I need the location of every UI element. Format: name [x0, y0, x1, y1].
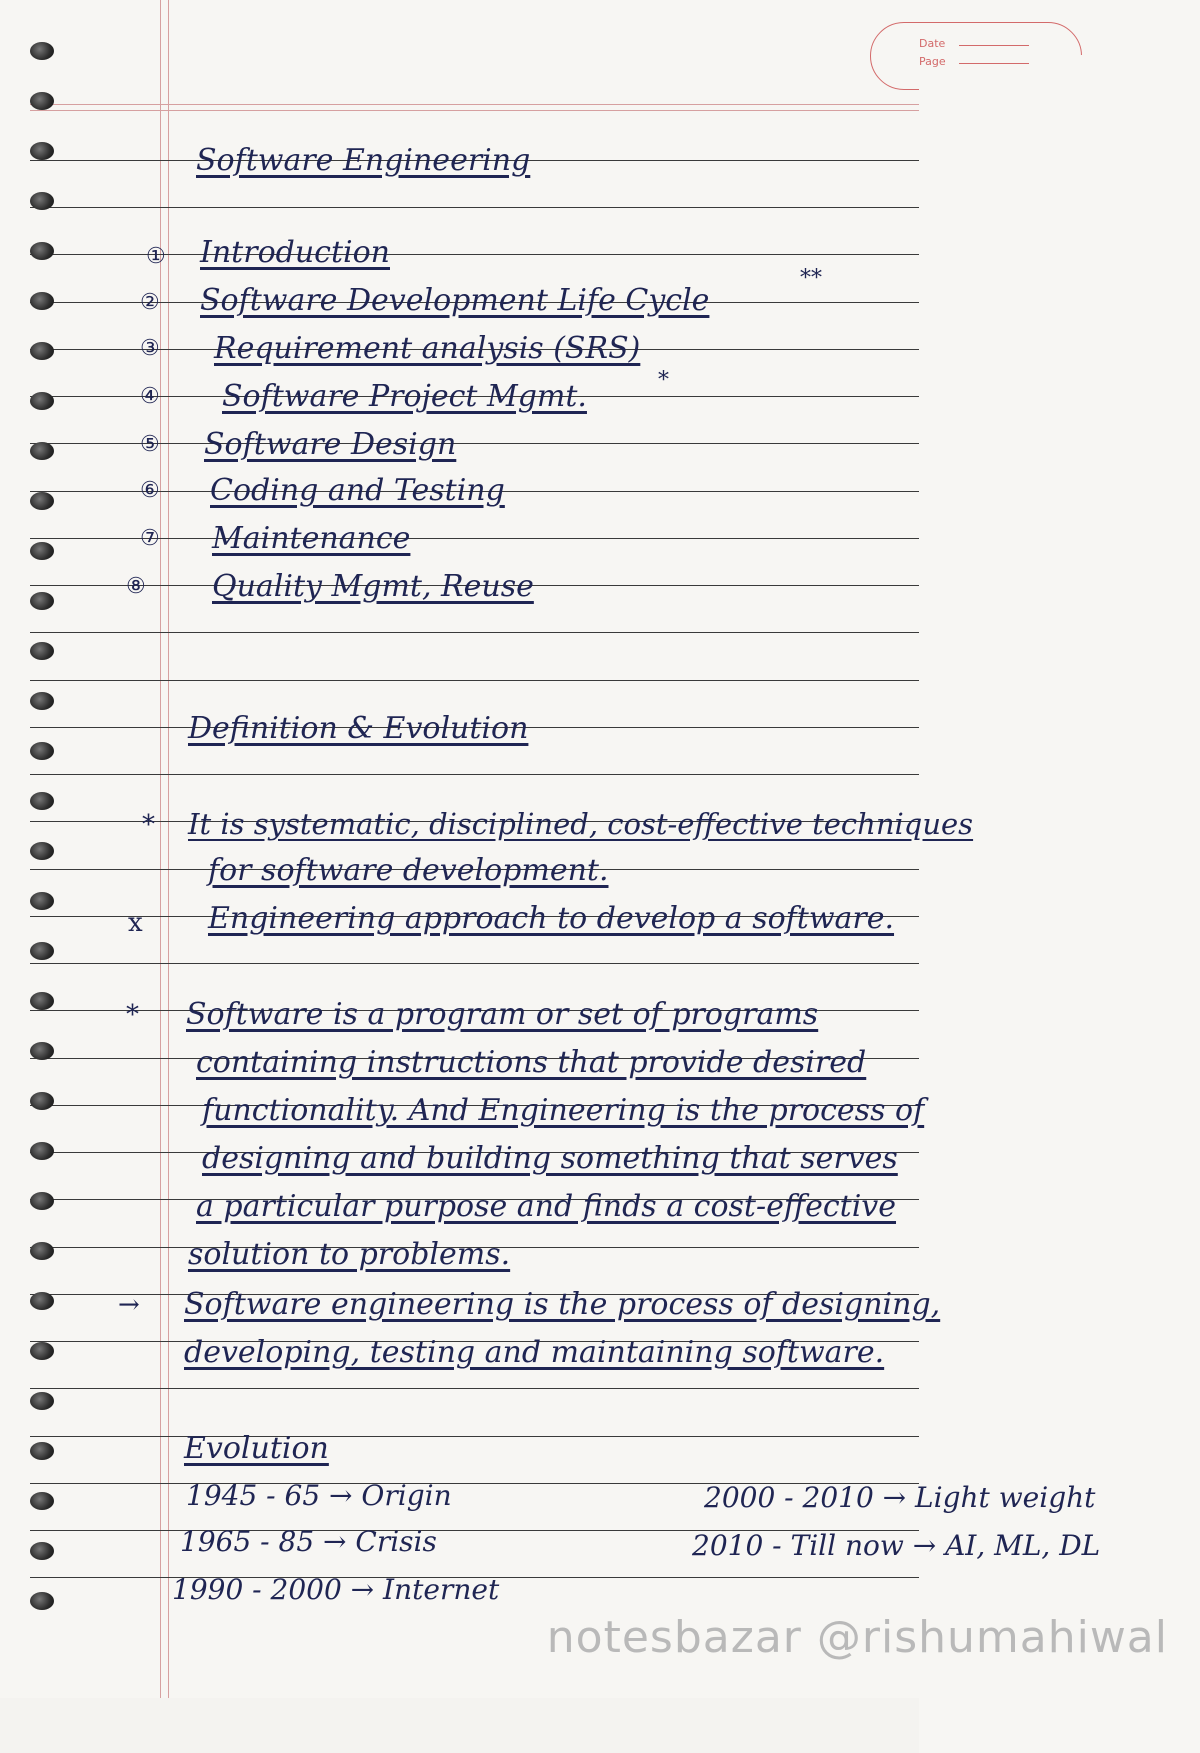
spiral-hole	[30, 692, 54, 710]
evolution-heading: Evolution	[184, 1431, 329, 1466]
toc-star-mark: **	[800, 266, 822, 291]
spiral-hole	[30, 1342, 54, 1360]
spiral-hole	[30, 242, 54, 260]
spiral-hole	[30, 1492, 54, 1510]
spiral-hole	[30, 1592, 54, 1610]
spiral-hole	[30, 1142, 54, 1160]
section-heading: Definition & Evolution	[188, 711, 529, 746]
toc-number: ③	[140, 336, 160, 361]
spiral-hole	[30, 542, 54, 560]
toc-item: Requirement analysis (SRS)	[214, 331, 641, 366]
evolution-item: 2000 - 2010 → Light weight	[704, 1481, 1096, 1514]
spiral-hole	[30, 842, 54, 860]
toc-number: ①	[146, 244, 166, 269]
spiral-hole	[30, 742, 54, 760]
spiral-hole	[30, 392, 54, 410]
bullet-marker: *	[142, 810, 155, 840]
spiral-hole	[30, 992, 54, 1010]
spiral-hole	[30, 1192, 54, 1210]
date-page-stamp	[870, 22, 1082, 90]
spiral-hole	[30, 1542, 54, 1560]
spiral-hole	[30, 42, 54, 60]
spiral-hole	[30, 1442, 54, 1460]
toc-item: Maintenance	[212, 521, 411, 556]
toc-number: ⑥	[140, 478, 160, 503]
definition-text: solution to problems.	[188, 1237, 511, 1272]
definition-text: a particular purpose and finds a cost-effective	[196, 1189, 897, 1224]
page-line	[959, 63, 1029, 64]
spiral-hole	[30, 142, 54, 160]
definition-text: for software development.	[208, 853, 609, 888]
definition-text: It is systematic, disciplined, cost-effective techniques	[188, 807, 974, 841]
bullet-marker: *	[126, 1000, 139, 1030]
spiral-hole	[30, 292, 54, 310]
definition-text: developing, testing and maintaining software.	[184, 1335, 885, 1370]
toc-item: Introduction	[200, 235, 390, 270]
watermark: notesbazar @rishumahiwal	[546, 1612, 1168, 1663]
spiral-hole	[30, 92, 54, 110]
spiral-hole	[30, 642, 54, 660]
toc-item: Software Project Mgmt.	[222, 379, 587, 414]
toc-number: ⑦	[140, 526, 160, 551]
toc-item: Coding and Testing	[210, 473, 505, 508]
date-label: Date	[919, 37, 946, 50]
bullet-marker: x	[128, 908, 143, 938]
spiral-hole	[30, 442, 54, 460]
spiral-hole	[30, 892, 54, 910]
date-line	[959, 45, 1029, 46]
spiral-hole	[30, 192, 54, 210]
spiral-hole	[30, 1242, 54, 1260]
evolution-item: 2010 - Till now → AI, ML, DL	[692, 1529, 1101, 1562]
definition-text: functionality. And Engineering is the process of	[202, 1093, 925, 1128]
evolution-item: 1965 - 85 → Crisis	[180, 1525, 437, 1558]
evolution-item: 1945 - 65 → Origin	[186, 1479, 452, 1512]
toc-number: ⑤	[140, 432, 160, 457]
toc-item: Quality Mgmt, Reuse	[212, 569, 534, 604]
spiral-hole	[30, 1092, 54, 1110]
spiral-hole	[30, 1042, 54, 1060]
toc-item: Software Development Life Cycle	[200, 283, 710, 318]
toc-item: Software Design	[204, 427, 457, 462]
toc-number: ⑧	[126, 574, 146, 599]
spiral-hole	[30, 942, 54, 960]
toc-number: ④	[140, 384, 160, 409]
spiral-hole	[30, 592, 54, 610]
definition-text: containing instructions that provide desired	[196, 1045, 867, 1080]
spiral-hole	[30, 1292, 54, 1310]
toc-star-mark: *	[658, 368, 669, 393]
spiral-hole	[30, 492, 54, 510]
page-label: Page	[919, 55, 1200, 1753]
definition-text: Engineering approach to develop a software.	[208, 901, 895, 936]
bullet-marker: →	[118, 1290, 140, 1320]
spiral-hole	[30, 1392, 54, 1410]
page-title: Software Engineering	[196, 143, 531, 178]
spiral-hole	[30, 792, 54, 810]
evolution-item: 1990 - 2000 → Internet	[172, 1573, 500, 1606]
toc-number: ②	[140, 290, 160, 315]
spiral-hole	[30, 342, 54, 360]
definition-text: designing and building something that serves	[202, 1141, 898, 1176]
definition-text: Software engineering is the process of designing,	[184, 1287, 941, 1322]
definition-text: Software is a program or set of programs	[186, 997, 819, 1032]
